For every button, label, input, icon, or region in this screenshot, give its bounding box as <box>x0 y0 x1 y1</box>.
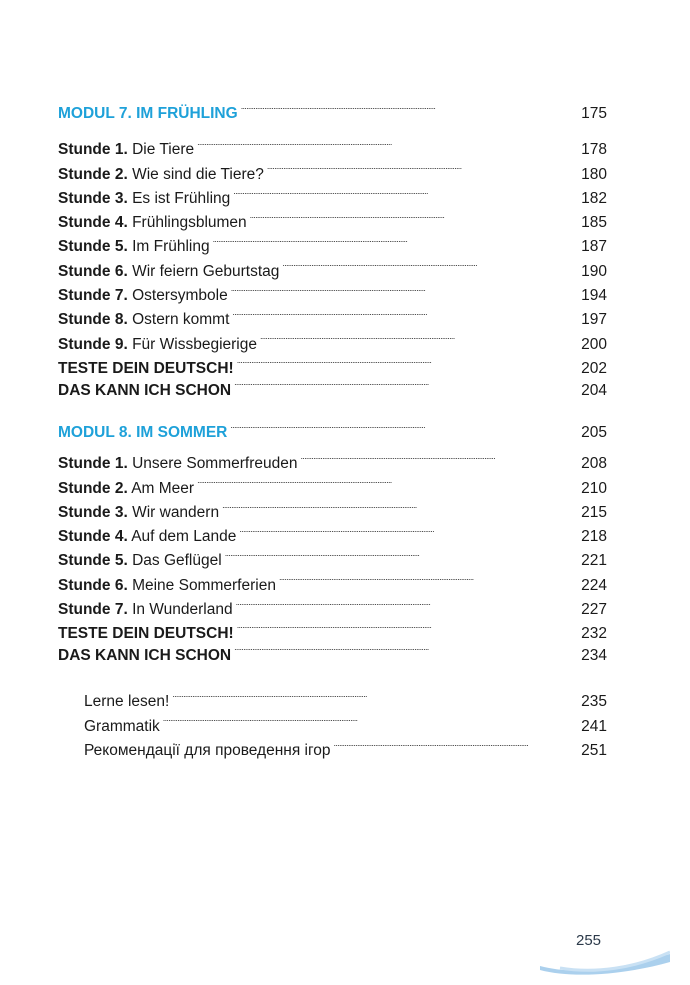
modul-title: MODUL 7. IM FRÜHLING <box>58 105 238 123</box>
modul-heading <box>58 413 607 441</box>
leader-dots <box>233 179 578 203</box>
appendix-list <box>58 682 607 759</box>
lesson-title: Frühlingsblumen <box>132 214 247 232</box>
leader-dots <box>267 154 578 178</box>
entry-label <box>58 284 228 308</box>
entry-label <box>58 333 257 357</box>
lesson-title: Meine Sommerferien <box>132 576 276 594</box>
lesson-number: Stunde 4. <box>58 528 128 546</box>
page-ref: 251 <box>581 741 607 759</box>
page-ref: 218 <box>581 528 607 546</box>
lesson-title: Unsere Sommerfreuden <box>132 455 298 473</box>
page-ref: 205 <box>581 424 607 442</box>
page-ref: 227 <box>581 601 607 619</box>
lesson-number: Stunde 2. <box>58 479 128 497</box>
entry-label: Grammatik <box>84 717 160 735</box>
lesson-number: Stunde 2. <box>58 165 128 183</box>
page-ref: 187 <box>581 238 607 256</box>
modul-title: MODUL 8. IM SOMMER <box>58 424 228 442</box>
leader-dots <box>241 94 578 118</box>
lesson-title: Das Geflügel <box>132 552 222 570</box>
page-number: 255 <box>576 932 602 949</box>
lesson-title: In Wunderland <box>132 601 233 619</box>
page-ref: 202 <box>581 359 607 377</box>
lesson-title: Wie sind die Tiere? <box>132 165 264 183</box>
page-ref: 182 <box>581 189 607 207</box>
page-ref: 210 <box>581 479 607 497</box>
leader-dots <box>231 276 578 300</box>
entry-label <box>58 501 219 525</box>
lesson-title: Am Meer <box>131 479 195 497</box>
leader-dots <box>334 731 579 755</box>
leader-dots <box>237 349 578 373</box>
entry-label <box>58 549 222 573</box>
leader-dots <box>279 565 578 589</box>
entry-label <box>58 598 233 622</box>
lesson-title: Die Tiere <box>132 141 195 159</box>
appendix-section <box>58 682 607 759</box>
lesson-number: Stunde 6. <box>58 576 128 594</box>
entry-label <box>58 187 230 211</box>
test-label: TESTE DEIN DEUTSCH! <box>58 625 234 643</box>
page-ref: 185 <box>581 214 607 232</box>
lesson-number: Stunde 3. <box>58 189 128 207</box>
entry-label <box>58 308 229 332</box>
page-ref: 204 <box>581 381 607 399</box>
leader-dots <box>213 227 579 251</box>
modul-7-section <box>58 94 607 399</box>
page-ref: 208 <box>581 455 607 473</box>
lesson-number: Stunde 9. <box>58 335 128 353</box>
lesson-title: Wir wandern <box>132 503 220 521</box>
lesson-title: Wir feiern Geburtstag <box>132 262 280 280</box>
lesson-number: Stunde 3. <box>58 503 128 521</box>
page-ref: 194 <box>581 287 607 305</box>
lesson-number: Stunde 1. <box>58 455 128 473</box>
page-ref: 232 <box>581 625 607 643</box>
lesson-number: Stunde 5. <box>58 238 128 256</box>
page-ref: 190 <box>581 262 607 280</box>
leader-dots <box>234 371 578 395</box>
leader-dots <box>172 682 578 706</box>
leader-dots <box>260 324 578 348</box>
entry-label <box>58 138 194 162</box>
page-ref: 215 <box>581 503 607 521</box>
page-ref: 200 <box>581 335 607 353</box>
lesson-title: Ostersymbole <box>132 287 228 305</box>
leader-dots <box>163 706 578 730</box>
leader-dots <box>237 614 578 638</box>
leader-dots <box>222 493 578 517</box>
entry-label: Рекомендації для проведення ігор <box>84 741 331 759</box>
modul-8-section <box>58 413 607 665</box>
lesson-title: Für Wissbegierige <box>132 335 257 353</box>
page-ref: 221 <box>581 552 607 570</box>
page-ref: 234 <box>581 647 607 665</box>
entry-label: Lerne lesen! <box>84 693 170 711</box>
leader-dots <box>225 541 578 565</box>
lesson-number: Stunde 5. <box>58 552 128 570</box>
lesson-number: Stunde 8. <box>58 311 128 329</box>
entry-label <box>58 235 210 259</box>
lesson-entry <box>58 444 607 473</box>
lesson-title: Es ist Frühling <box>132 189 231 207</box>
leader-dots <box>239 517 578 541</box>
lesson-title: Auf dem Lande <box>131 528 237 546</box>
page-ref: 180 <box>581 165 607 183</box>
modul-heading <box>58 94 607 122</box>
entry-label <box>58 525 236 549</box>
lesson-entry <box>58 130 607 159</box>
leader-dots <box>197 130 578 154</box>
lesson-list <box>58 444 607 619</box>
test-label: TESTE DEIN DEUTSCH! <box>58 359 234 377</box>
lesson-number: Stunde 6. <box>58 262 128 280</box>
leader-dots <box>282 251 578 275</box>
leader-dots <box>234 636 578 660</box>
lesson-title: Ostern kommt <box>132 311 230 329</box>
page-ref: 178 <box>581 141 607 159</box>
leader-dots <box>197 468 578 492</box>
leader-dots <box>236 590 579 614</box>
lesson-number: Stunde 1. <box>58 141 128 159</box>
review-label: DAS KANN ICH SCHON <box>58 381 232 399</box>
lesson-title: Im Frühling <box>132 238 210 256</box>
leader-dots <box>250 203 578 227</box>
decorative-swoosh <box>540 944 670 984</box>
leader-dots <box>230 413 578 437</box>
lesson-list <box>58 130 607 353</box>
review-label: DAS KANN ICH SCHON <box>58 647 232 665</box>
entry-label <box>58 477 194 501</box>
page-ref: 235 <box>581 693 607 711</box>
leader-dots <box>232 300 578 324</box>
page-ref: 241 <box>581 717 607 735</box>
appendix-entry <box>58 682 607 711</box>
page-ref: 197 <box>581 311 607 329</box>
leader-dots <box>301 444 579 468</box>
lesson-number: Stunde 7. <box>58 287 128 305</box>
page-ref: 224 <box>581 576 607 594</box>
lesson-number: Stunde 4. <box>58 214 128 232</box>
page-ref: 175 <box>581 105 607 123</box>
lesson-number: Stunde 7. <box>58 601 128 619</box>
